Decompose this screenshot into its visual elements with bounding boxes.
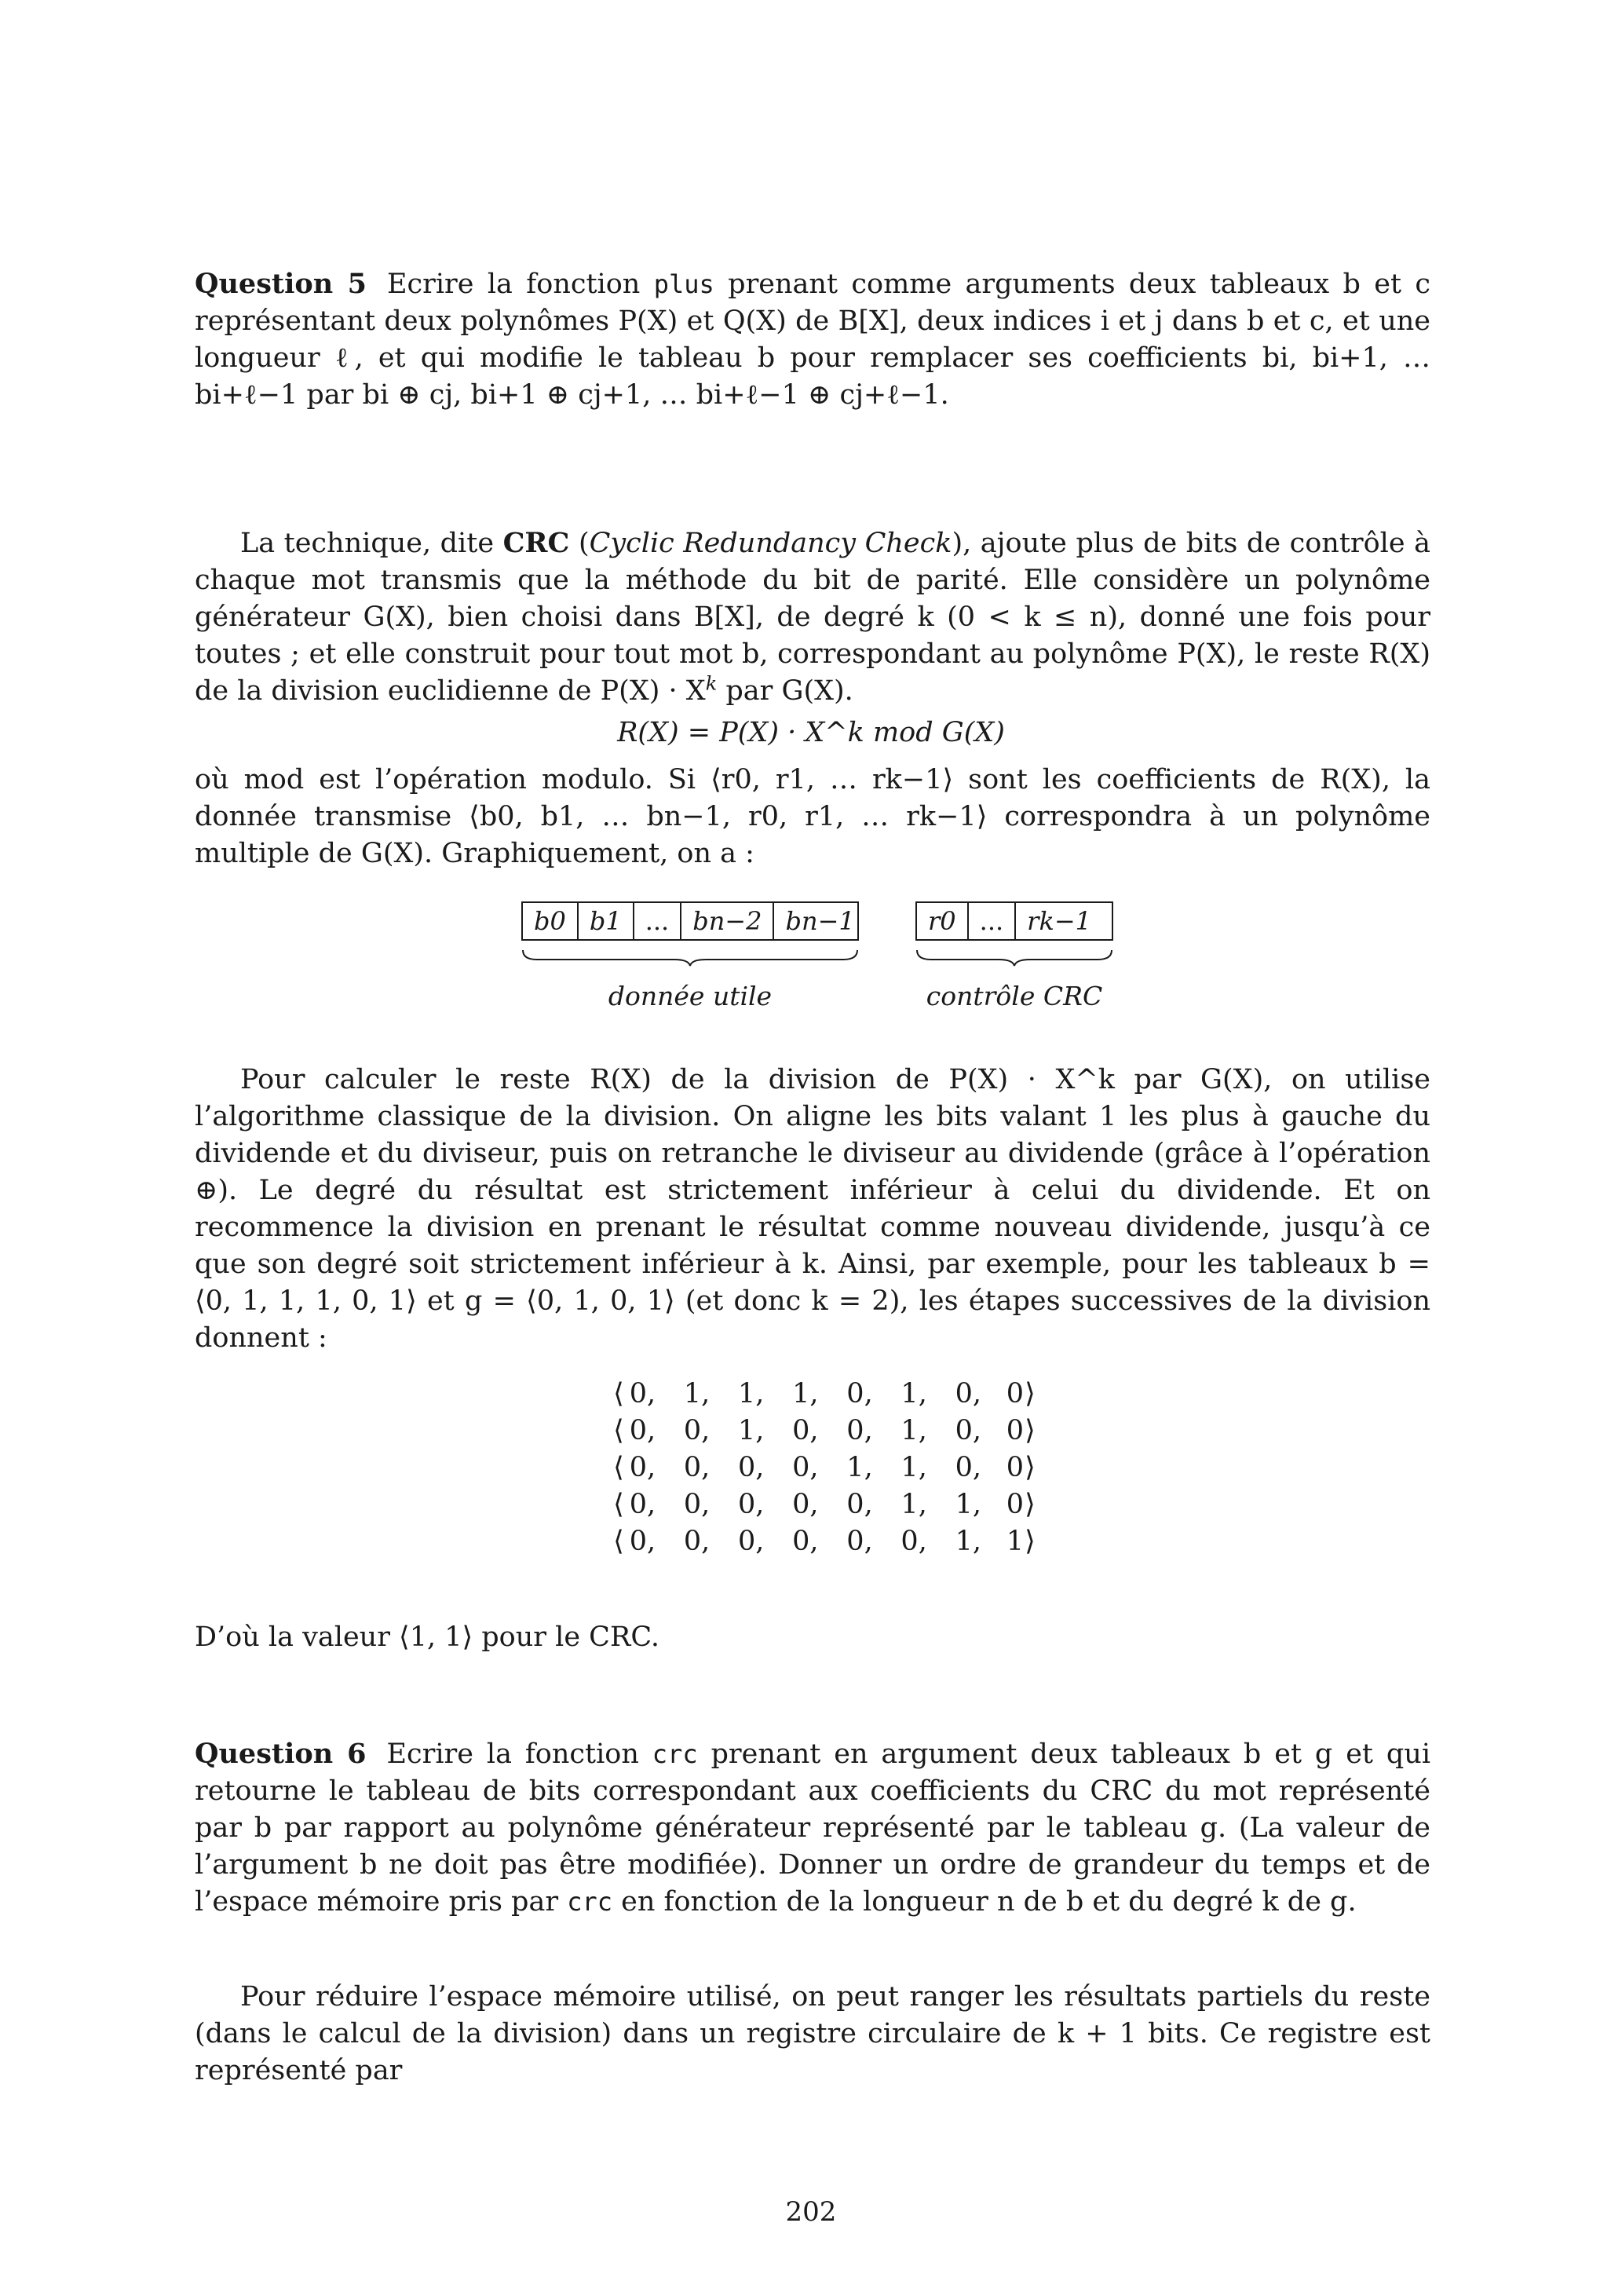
question-6: Question 6 Ecrire la fonction crc prenant en argument deux tableaux b et g et qui retourne le tableau de bits correspondant aux coefficients du CRC du mot représenté par b par rapport au polynôme générateur représenté par le tableau g. (La valeur de l’argument b ne doit pas être modifiée). Donner un ordre de grandeur du temps et de l’espace mémoire pris par crc en fonction de la longueur n de b et du degré k de g.: [195, 1738, 1431, 1918]
crc-full-name: Cyclic Redundancy Check: [589, 528, 952, 559]
cell-bn-1: bn−1: [785, 905, 855, 936]
function-name-crc: crc: [652, 1739, 698, 1769]
crc-term: CRC: [502, 527, 570, 559]
question-6-label: Question 6: [195, 1738, 367, 1770]
data-bits-diagram: [521, 901, 859, 1015]
function-name-crc-2: crc: [567, 1887, 612, 1917]
cell-b1: b1: [579, 903, 634, 939]
cell-bn-2: bn−2: [681, 903, 774, 939]
crc-intro-paragraph: La technique, dite CRC (Cyclic Redundancy Check), ajoute plus de bits de contrôle à chaque mot transmis que la méthode du bit de parité. Elle considère un polynôme générateur G(X), bien choisi dans B[X], de degré k (0 < k ≤ n), donné une fois pour toutes ; et elle construit pour tout mot b, correspondant au polynôme P(X), le reste R(X) de la division euclidienne de $P(X) \cdot X^k$ par G(X).: [195, 527, 1431, 707]
crc-cells: [915, 901, 1113, 941]
division-row: ⟨ 0 , 0 , 0 , 0 , 0 , 1 , 1 , 0 ⟩: [613, 1489, 1036, 1520]
division-row: ⟨ 0 , 0 , 0 , 0 , 1 , 1 , 0 , 0 ⟩: [613, 1452, 1036, 1483]
register-paragraph: Pour réduire l’espace mémoire utilisé, on peut ranger les résultats partiels du reste (dans le calcul de la division) dans un registre circulaire de k + 1 bits. Ce registre est représenté par: [195, 1981, 1430, 2086]
division-row: ⟨ 0 , 0 , 0 , 0 , 0 , 0 , 1 , 1 ⟩: [613, 1526, 1036, 1557]
crc-brace: [915, 949, 1113, 967]
data-cells: [521, 901, 859, 941]
division-paragraph: Pour calculer le reste R(X) de la division de P(X) · X^k par G(X), on utilise l’algorithme classique de la division. On aligne les bits valant 1 les plus à gauche du dividende et du diviseur, puis on retranche le diviseur au dividende (grâce à l’opération ⊕). Le degré du résultat est strictement inférieur à celui du dividende. Et on recommence la division en prenant le résultat comme nouveau dividende, jusqu’à ce que son degré soit strictement inférieur à k. Ainsi, par exemple, pour les tableaux b = ⟨0, 1, 1, 1, 0, 1⟩ et g = ⟨0, 1, 0, 1⟩ (et donc k = 2), les étapes successives de la division donnent :: [195, 1064, 1430, 1354]
cell-ellipsis: ...: [634, 903, 682, 939]
division-steps: [612, 1376, 1036, 1560]
division-row: ⟨ 0 , 1 , 1 , 1 , 0 , 1 , 0 , 0 ⟩: [613, 1378, 1036, 1409]
question-5-label: Question 5: [195, 268, 367, 300]
cell-rk-1: rk−1: [1027, 905, 1092, 936]
page-number: 202: [785, 2196, 837, 2228]
function-name-plus: plus: [653, 269, 714, 299]
crc-bits-diagram: [915, 901, 1113, 1015]
cell-b0: b0: [523, 903, 579, 939]
crc-formula: R(X) = P(X) · X^k mod G(X): [617, 717, 1005, 748]
crc-result: D’où la valeur ⟨1, 1⟩ pour le CRC.: [195, 1621, 659, 1653]
cell-r0: r0: [917, 903, 969, 939]
cell-crc-ellipsis: ...: [969, 903, 1017, 939]
division-row: ⟨ 0 , 0 , 1 , 0 , 0 , 1 , 0 , 0 ⟩: [613, 1415, 1036, 1446]
coefficients-paragraph: où mod est l’opération modulo. Si ⟨r0, r1, … rk−1⟩ sont les coefficients de R(X), la donnée transmise ⟨b0, b1, … bn−1, r0, r1, … rk−1⟩ correspondra à un polynôme multiple de G(X). Graphiquement, on a :: [195, 764, 1430, 869]
crc-label: contrôle CRC: [926, 981, 1103, 1011]
data-brace: [521, 949, 859, 967]
data-label: donnée utile: [608, 981, 773, 1011]
question-5: Question 5 Ecrire la fonction plus prenant comme arguments deux tableaux b et c représentant deux polynômes P(X) et Q(X) de B[X], deux indices i et j dans b et c, et une longueur ℓ, et qui modifie le tableau b pour remplacer ses coefficients bi, bi+1, … bi+ℓ−1 par bi ⊕ cj, bi+1 ⊕ cj+1, … bi+ℓ−1 ⊕ cj+ℓ−1.: [195, 268, 1431, 411]
